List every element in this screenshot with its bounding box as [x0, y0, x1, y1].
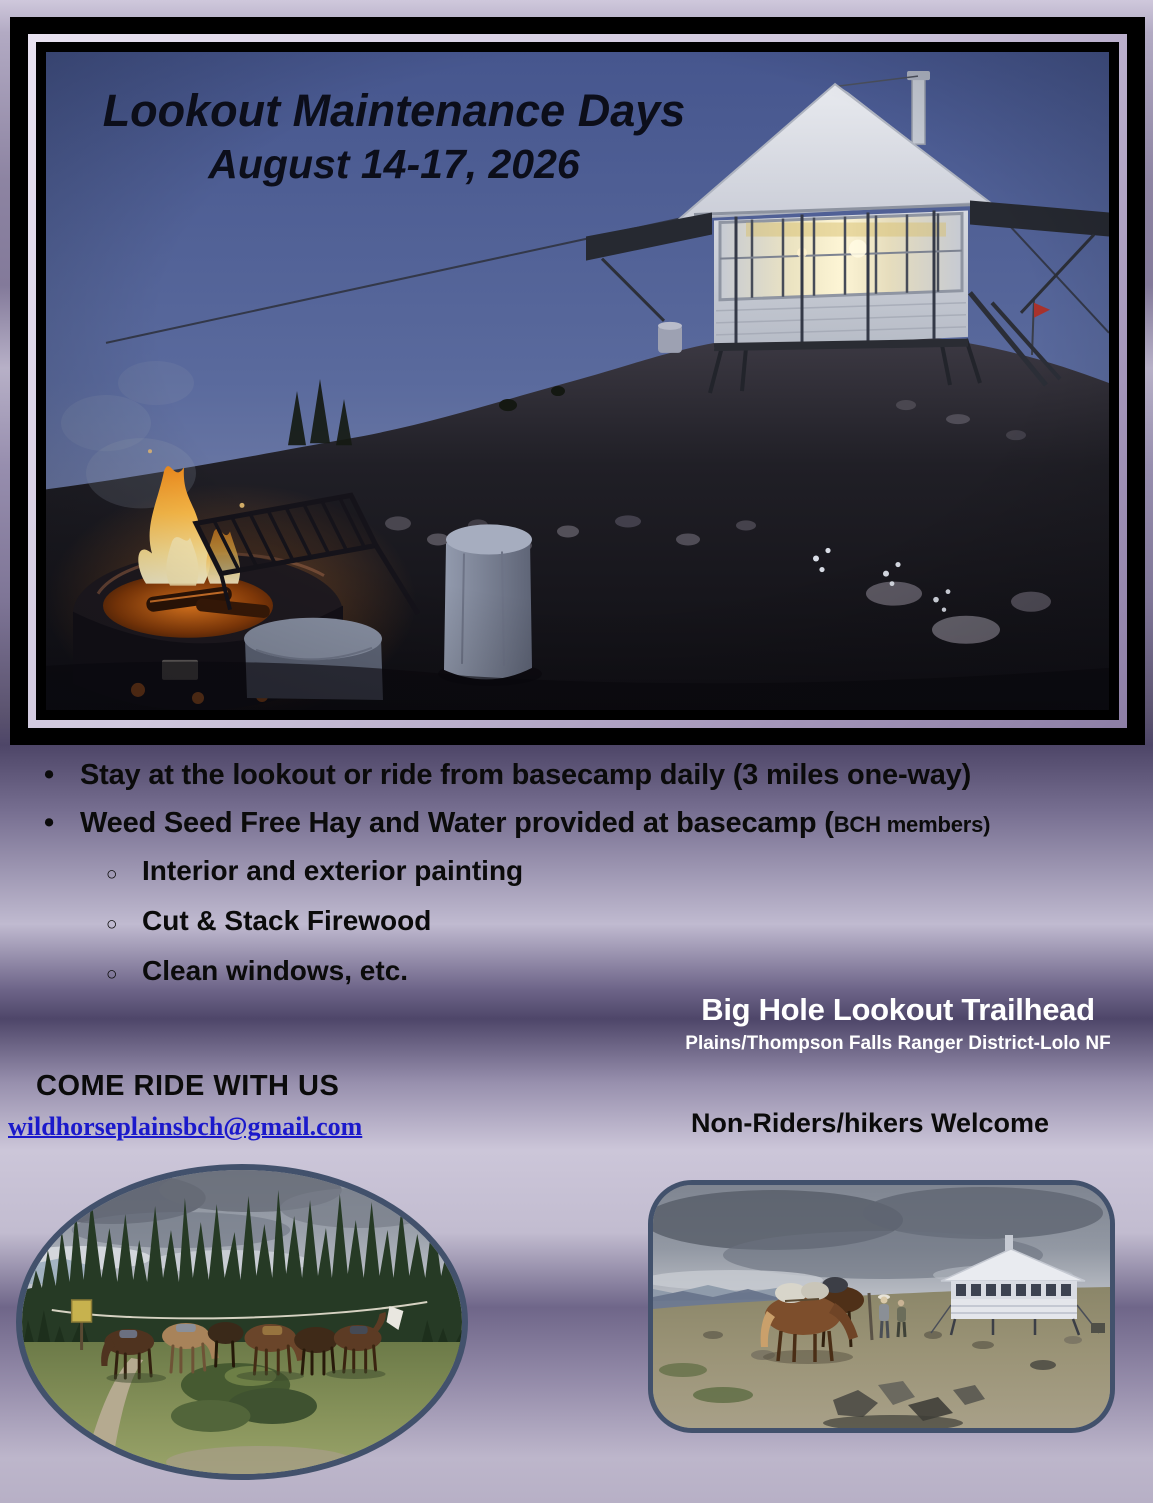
- sub-bullet-marker: ○: [106, 964, 118, 985]
- bullet-item-1: [44, 756, 1150, 794]
- title-line1: Lookout Maintenance Days: [102, 85, 686, 136]
- trailhead-location: [648, 992, 1148, 1056]
- email-link[interactable]: wildhorseplainsbch@gmail.com: [8, 1112, 363, 1141]
- title-line2: August 14-17, 2026: [208, 141, 580, 187]
- non-riders-welcome-note: Non-Riders/hikers Welcome: [690, 1108, 1050, 1138]
- sub-bullet-text: Interior and exterior painting: [142, 855, 524, 886]
- sub-bullet-text: Clean windows, etc.: [142, 955, 409, 986]
- trail-sign: [72, 1300, 92, 1322]
- sub-bullet-item-3: [106, 954, 1150, 992]
- come-ride-heading: COME RIDE WITH US: [36, 1070, 340, 1102]
- bullet-marker: •: [44, 759, 54, 791]
- basecamp-horses-photo: [16, 1164, 468, 1480]
- bullet-text: Stay at the lookout or ride from basecamp daily (3 miles one-way): [80, 759, 972, 791]
- bullet-item-2: [44, 804, 1150, 844]
- summit-packhorses-photo: [648, 1180, 1115, 1433]
- hero-photo-lookout-dusk: [46, 52, 1109, 710]
- ranger-district: Plains/Thompson Falls Ranger District-Lolo NF: [685, 1033, 1111, 1054]
- summit-scene: [653, 1185, 1110, 1428]
- trailhead-name: Big Hole Lookout Trailhead: [701, 992, 1095, 1027]
- hero-frame-gap: [28, 34, 1127, 728]
- bullet-text: Weed Seed Free Hay and Water provided at basecamp (BCH members): [80, 807, 991, 839]
- event-details-list: [44, 756, 1150, 1004]
- lower-wall: [951, 1299, 1077, 1319]
- hero-photo-frame: [10, 17, 1145, 745]
- sub-bullet-item-1: [106, 854, 1150, 892]
- bch-members-note: BCH members): [833, 812, 991, 837]
- bullet-marker: •: [44, 807, 54, 839]
- hero-frame-inner: [36, 42, 1119, 720]
- sub-bullet-item-2: [106, 904, 1150, 942]
- horses-highline-scene: [22, 1170, 462, 1474]
- sub-bullet-text: Cut & Stack Firewood: [142, 905, 432, 936]
- sub-bullet-marker: ○: [106, 914, 118, 935]
- window-band: [951, 1281, 1077, 1299]
- photo-vignette: [46, 52, 1109, 710]
- pack-bundle: [801, 1282, 829, 1300]
- pack-horse: [765, 1295, 841, 1335]
- sub-bullet-marker: ○: [106, 864, 118, 885]
